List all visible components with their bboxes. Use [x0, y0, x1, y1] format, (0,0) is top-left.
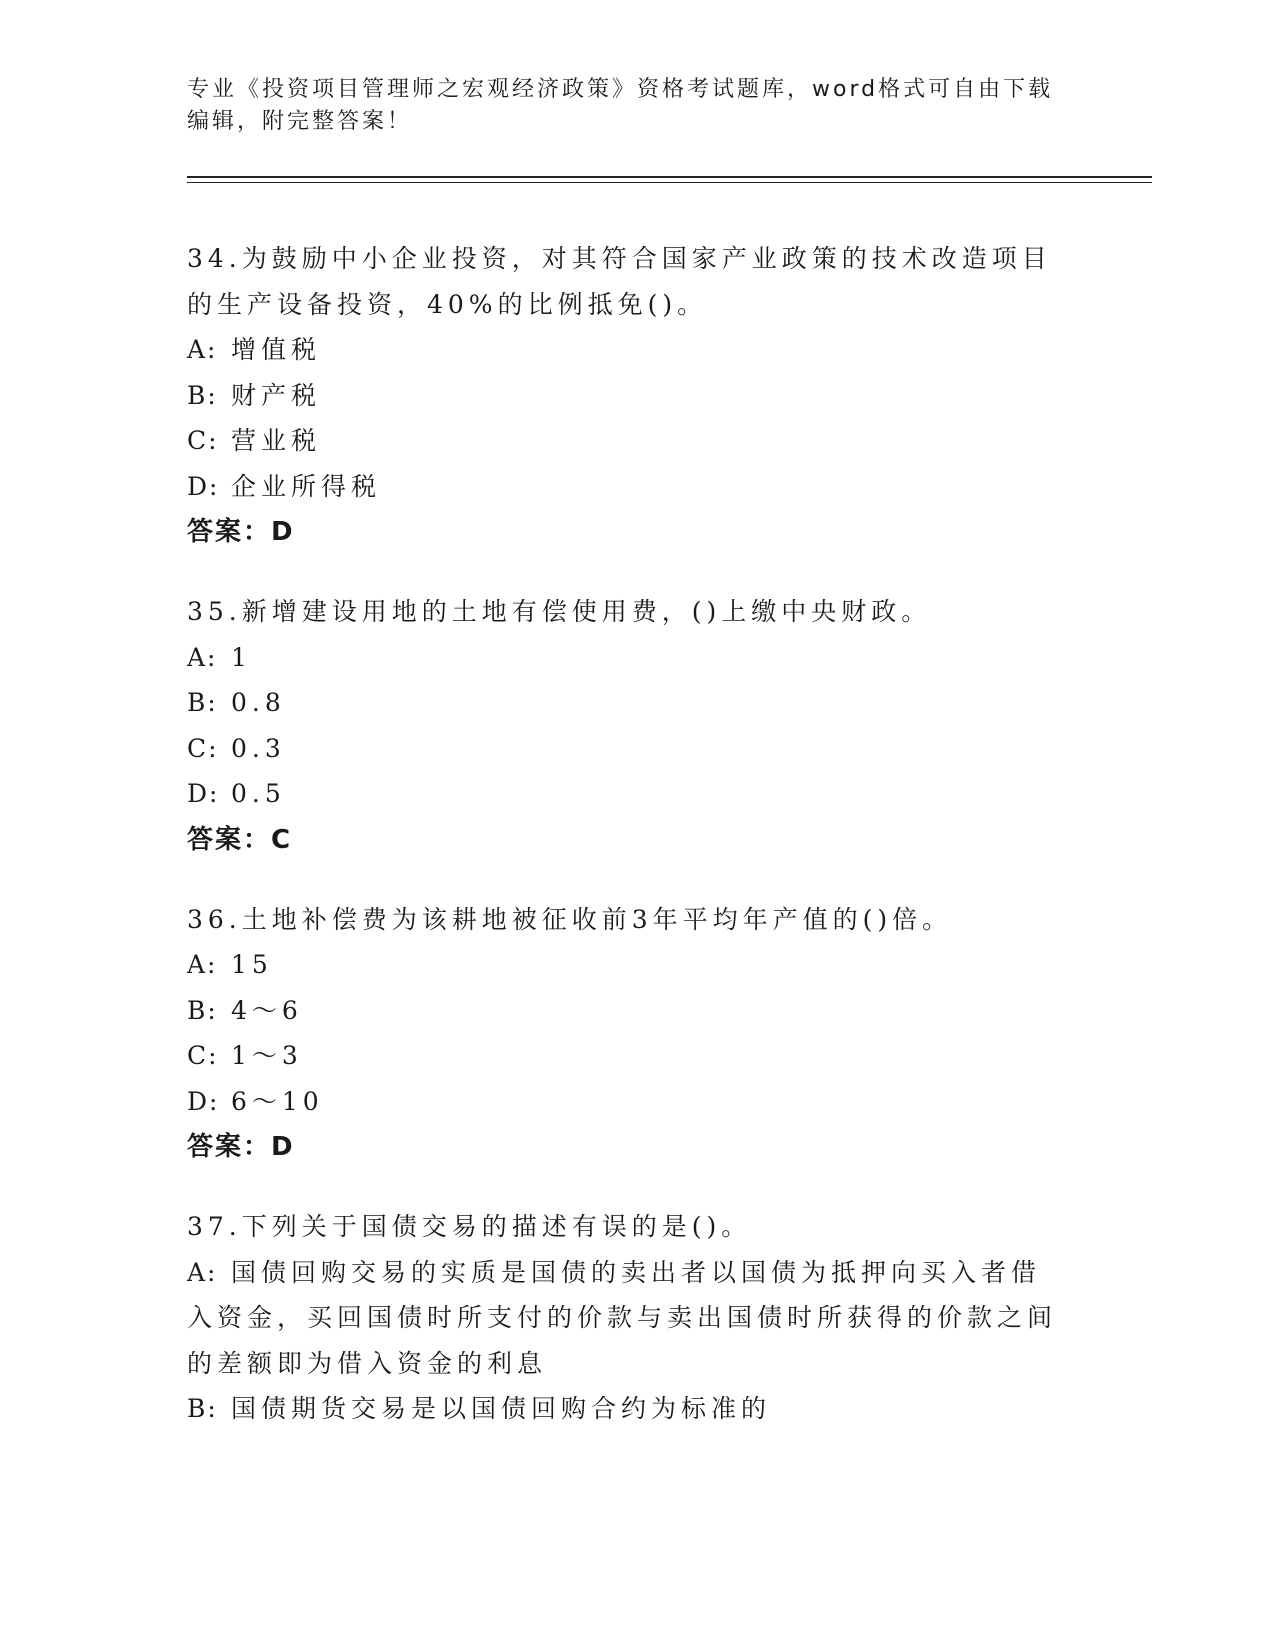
option-c [187, 726, 1067, 772]
option-d [187, 771, 1067, 817]
header-rule-thin [187, 182, 1152, 183]
option-text: 15 [231, 950, 273, 979]
question-list [187, 236, 1067, 1466]
option-key: C: [187, 426, 219, 455]
option-text: 0.8 [231, 688, 286, 717]
option-d [187, 464, 1067, 510]
question-text: 35.新增建设用地的土地有偿使用费，()上缴中央财政。 [187, 597, 932, 626]
option-text: 营业税 [231, 426, 322, 455]
option-key: A: [187, 1257, 218, 1287]
option-key: A: [187, 642, 218, 672]
header-rule-thick [187, 176, 1152, 178]
option-key: B: [187, 1394, 218, 1423]
option-b [187, 988, 1067, 1034]
question-text: 34.为鼓励中小企业投资，对其符合国家产业政策的技术改造项目的生产设备投资，40%的比例抵免()。 [187, 244, 1052, 319]
option-text: 1 [231, 642, 252, 672]
option-key: C: [187, 733, 219, 763]
option-a [187, 942, 1067, 988]
option-text: 国债期货交易是以国债回购合约为标准的 [231, 1394, 772, 1423]
question-36 [187, 897, 1067, 1171]
option-text: 增值税 [231, 335, 322, 364]
question-34 [187, 236, 1067, 555]
answer-line: 答案：D [187, 1132, 295, 1162]
option-key: D: [187, 471, 220, 501]
answer-line: 答案：D [187, 517, 295, 547]
option-key: A: [187, 335, 218, 364]
question-text: 36.土地补偿费为该耕地被征收前3年平均年产值的()倍。 [187, 904, 953, 934]
option-c [187, 418, 1067, 464]
option-c [187, 1033, 1067, 1079]
option-key: C: [187, 1041, 219, 1070]
option-text: 企业所得税 [231, 471, 382, 501]
option-text: 0.3 [231, 733, 286, 763]
option-d [187, 1079, 1067, 1125]
option-key: D: [187, 1086, 220, 1116]
option-text: 4～6 [231, 995, 303, 1025]
option-a [187, 1250, 1067, 1387]
option-b [187, 680, 1067, 726]
option-key: B: [187, 380, 218, 410]
option-a [187, 327, 1067, 373]
option-a [187, 635, 1067, 681]
answer-line: 答案：C [187, 824, 293, 855]
option-text: 0.5 [231, 779, 286, 808]
option-text: 1～3 [231, 1041, 303, 1070]
question-35 [187, 589, 1067, 863]
option-key: D: [187, 779, 220, 808]
option-b [187, 373, 1067, 419]
document-header: 专业《投资项目管理师之宏观经济政策》资格考试题库，word格式可自由下载编辑，附完整答案！ [187, 77, 1054, 134]
option-text: 国债回购交易的实质是国债的卖出者以国债为抵押向买入者借入资金，买回国债时所支付的价款与卖出国债时所获得的价款之间的差额即为借入资金的利息 [187, 1257, 1058, 1378]
option-text: 财产税 [231, 380, 322, 410]
option-key: A: [187, 950, 218, 979]
option-b [187, 1386, 1067, 1432]
question-37 [187, 1204, 1067, 1432]
option-text: 6～10 [231, 1086, 324, 1116]
option-key: B: [187, 995, 218, 1025]
option-key: B: [187, 688, 218, 717]
question-text: 37.下列关于国债交易的描述有误的是()。 [187, 1212, 752, 1241]
